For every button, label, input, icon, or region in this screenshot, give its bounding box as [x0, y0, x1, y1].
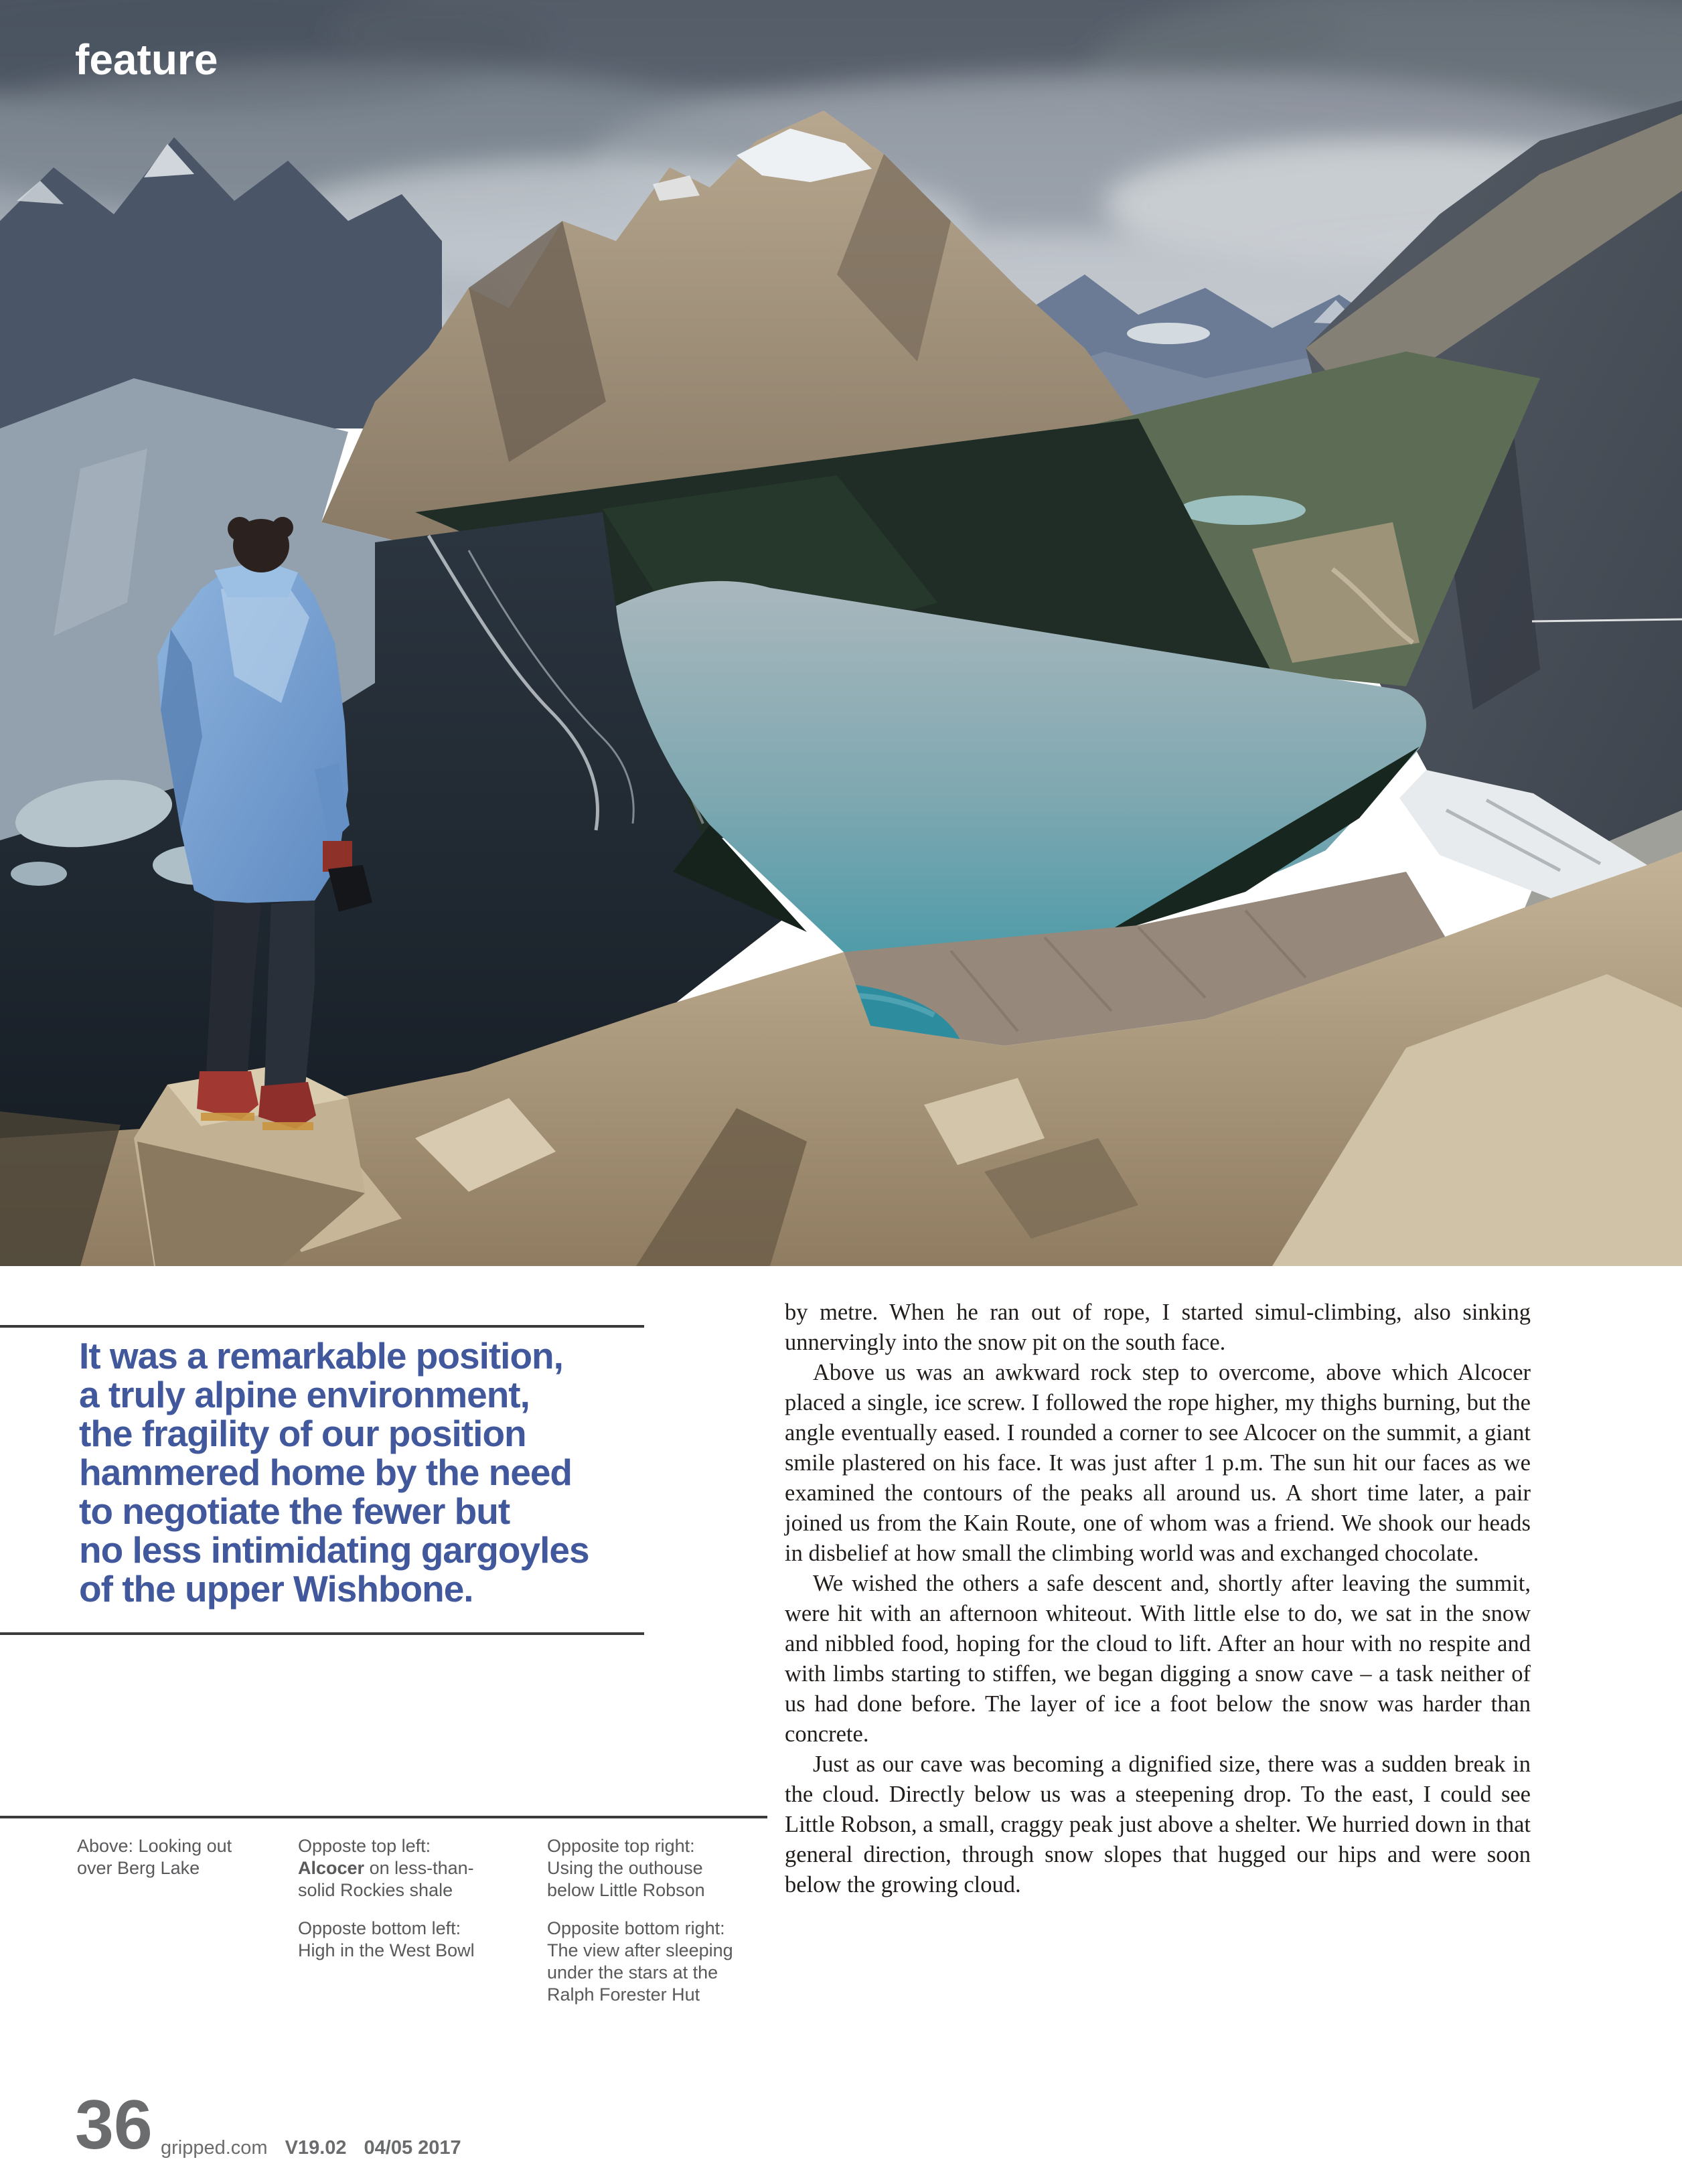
article-paragraph: Above us was an awkward rock step to overcome, above which Alcocer placed a single, ice screw. I followed the rope higher, my thighs burning, but the angle eventually eased. I rounded a corner to see Alcocer on the summit, a giant smile plastered on his face. It was just after 1 p.m. The sun hit our faces as we examined the contours of the peaks all around us. A short time later, a pair joined us from the Kain Route, one of whom was a friend. We shook our heads in disbelief at how small the climbing world was and exchanged chocolate.	[785, 1360, 1531, 1566]
caption-line: under the stars at the	[547, 1962, 718, 1982]
footer-site: gripped.com	[161, 2137, 268, 2159]
caption-line: Using the outhouse	[547, 1858, 703, 1878]
pull-quote-line: of the upper Wishbone.	[79, 1568, 473, 1610]
divider-rule-bottom	[0, 1632, 644, 1635]
caption-text: on less-than-	[364, 1858, 474, 1878]
caption-line: Above: Looking out	[77, 1836, 232, 1856]
caption-opposite-top-left	[298, 1835, 529, 1901]
divider-rule-captions	[0, 1816, 767, 1818]
caption-line: Opposte top left:	[298, 1836, 431, 1856]
article-paragraph: by metre. When he ran out of rope, I started simul-climbing, also sinking unnervingly into the snow pit on the south face.	[785, 1300, 1531, 1355]
divider-rule-top	[0, 1325, 644, 1328]
caption-name-bold: Alcocer	[298, 1858, 365, 1878]
caption-above	[77, 1835, 291, 1879]
pull-quote	[79, 1336, 722, 1608]
caption-line: Opposte bottom left:	[298, 1918, 461, 1938]
pull-quote-line: a truly alpine environment,	[79, 1374, 530, 1415]
caption-opposite-bottom-right	[547, 1918, 771, 2006]
footer-meta	[161, 2137, 479, 2159]
article-paragraph: Just as our cave was becoming a dignified size, there was a sudden break in the cloud. Directly below us was a steepening drop. To the east, I could see Little Robson, a small, craggy peak just above a shelter. We hurried down in that general direction, through snow slopes that hugged our hips and were soon below the growing cloud.	[785, 1751, 1531, 1897]
pull-quote-line: It was a remarkable position,	[79, 1335, 563, 1377]
pull-quote-line: the fragility of our position	[79, 1413, 526, 1454]
page-number: 36	[75, 2086, 153, 2164]
caption-opposite-top-right	[547, 1835, 768, 1901]
caption-opposite-bottom-left	[298, 1918, 529, 1962]
caption-line: below Little Robson	[547, 1880, 705, 1900]
footer-date: 04/05 2017	[364, 2137, 461, 2159]
pull-quote-line: hammered home by the need	[79, 1452, 572, 1493]
caption-line: Opposite top right:	[547, 1836, 695, 1856]
caption-line: solid Rockies shale	[298, 1880, 453, 1900]
caption-line: over Berg Lake	[77, 1858, 200, 1878]
article-body	[785, 1298, 1531, 1900]
footer-volume: V19.02	[285, 2137, 347, 2159]
caption-line	[298, 1857, 529, 1879]
pull-quote-line: to negotiate the fewer but	[79, 1490, 510, 1532]
caption-line: Ralph Forester Hut	[547, 1984, 700, 2005]
caption-line: The view after sleeping	[547, 1940, 733, 1960]
caption-line: Opposite bottom right:	[547, 1918, 725, 1938]
article-paragraph: We wished the others a safe descent and, shortly after leaving the summit, were hit with an afternoon whiteout. With little else to do, we sat in the snow and nibbled food, hoping for the cloud to lift. After an hour with no respite and with limbs starting to stiffen, we began digging a snow cave – a task neither of us had done before. The layer of ice a foot below the snow was harder than concrete.	[785, 1571, 1531, 1747]
section-label: feature	[75, 35, 218, 84]
caption-line: High in the West Bowl	[298, 1940, 475, 1960]
pull-quote-line: no less intimidating gargoyles	[79, 1529, 589, 1571]
